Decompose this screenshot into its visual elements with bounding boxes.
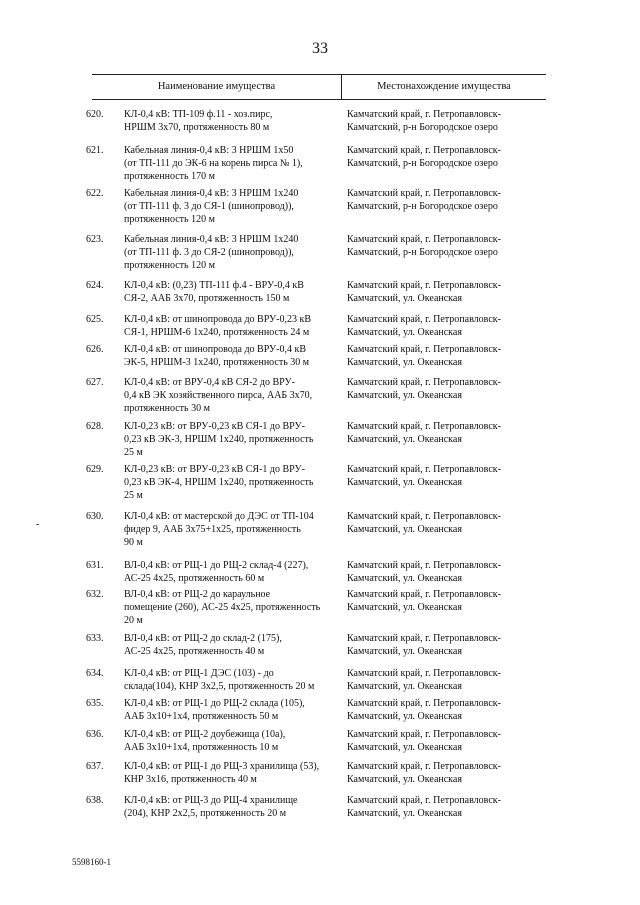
property-name-line: КЛ-0,4 кВ: от шинопровода до ВРУ-0,23 кВ bbox=[124, 314, 311, 325]
property-location-line: Камчатский край, г. Петропавловск- bbox=[347, 729, 501, 740]
property-location-line: Камчатский, ул. Океанская bbox=[347, 573, 462, 585]
property-location-line: Камчатский, р-н Богородское озеро bbox=[347, 158, 498, 170]
property-location-line: Камчатский край, г. Петропавловск- bbox=[347, 188, 501, 199]
property-location-line: Камчатский край, г. Петропавловск- bbox=[347, 109, 501, 120]
property-name bbox=[124, 108, 340, 134]
property-location-line: Камчатский край, г. Петропавловск- bbox=[347, 668, 501, 679]
property-name bbox=[124, 510, 340, 550]
property-location-line: Камчатский край, г. Петропавловск- bbox=[347, 761, 501, 772]
property-location-line: Камчатский, ул. Океанская bbox=[347, 327, 462, 339]
property-location-line: Камчатский край, г. Петропавловск- bbox=[347, 560, 501, 571]
property-name bbox=[124, 187, 340, 227]
row-number: 620. bbox=[86, 109, 104, 120]
property-location-line: Камчатский край, г. Петропавловск- bbox=[347, 314, 501, 325]
property-name bbox=[124, 233, 340, 273]
table-header bbox=[92, 74, 546, 100]
property-name-line: ЭК-5, НРШМ-3 1х240, протяженность 30 м bbox=[124, 357, 310, 369]
row-number: 623. bbox=[86, 234, 104, 245]
property-name-line: КЛ-0,4 кВ: ТП-109 ф.11 - хоз.пирс, bbox=[124, 109, 273, 120]
property-name bbox=[124, 559, 340, 585]
property-location-line: Камчатский, ул. Океанская bbox=[347, 774, 462, 786]
row-number: 626. bbox=[86, 344, 104, 355]
property-location bbox=[347, 463, 537, 489]
property-name-line: (от ТП-111 ф. 3 до СЯ-2 (шинопровод)), bbox=[124, 247, 294, 259]
property-location-line: Камчатский край, г. Петропавловск- bbox=[347, 421, 501, 432]
property-location-line: Камчатский край, г. Петропавловск- bbox=[347, 633, 501, 644]
property-location bbox=[347, 760, 537, 786]
property-location-line: Камчатский, ул. Океанская bbox=[347, 808, 462, 820]
row-number: 631. bbox=[86, 560, 104, 571]
property-location-line: Камчатский край, г. Петропавловск- bbox=[347, 344, 501, 355]
page-number: 33 bbox=[312, 40, 328, 57]
property-name-line: ААБ 3х10+1х4, протяженность 10 м bbox=[124, 742, 279, 754]
row-number: 635. bbox=[86, 698, 104, 709]
property-location-line: Камчатский, ул. Океанская bbox=[347, 293, 462, 305]
row-number: 621. bbox=[86, 145, 104, 156]
property-location bbox=[347, 794, 537, 820]
row-number: 624. bbox=[86, 280, 104, 291]
property-name-line: КЛ-0,4 кВ: от ВРУ-0,4 кВ СЯ-2 до ВРУ- bbox=[124, 377, 295, 388]
property-name-line: КЛ-0,4 кВ: от РЩ-3 до РЩ-4 хранилище bbox=[124, 795, 298, 806]
property-name-line: 0,4 кВ ЭК хозяйственного пирса, ААБ 3х70, bbox=[124, 390, 313, 402]
property-name bbox=[124, 697, 340, 723]
property-name-line: (от ТП-111 до ЭК-6 на корень пирса № 1), bbox=[124, 158, 303, 170]
property-name-line: 0,23 кВ ЭК-3, НРШМ 1х240, протяженность bbox=[124, 434, 314, 446]
property-name-line: протяженность 120 м bbox=[124, 214, 215, 226]
property-location bbox=[347, 697, 537, 723]
property-location-line: Камчатский, ул. Океанская bbox=[347, 390, 462, 402]
property-name-line: СЯ-2, ААБ 3х70, протяженность 150 м bbox=[124, 293, 290, 305]
header-name: Наименование имущества bbox=[157, 81, 276, 92]
property-name-line: КЛ-0,4 кВ: от мастерской до ДЭС от ТП-104 bbox=[124, 511, 314, 522]
property-location bbox=[347, 279, 537, 305]
property-name-line: ААБ 3х10+1х4, протяженность 50 м bbox=[124, 711, 279, 723]
property-location-line: Камчатский, р-н Богородское озеро bbox=[347, 201, 498, 213]
property-name-line: протяженность 30 м bbox=[124, 403, 210, 415]
property-location bbox=[347, 144, 537, 170]
property-location-line: Камчатский, ул. Океанская bbox=[347, 357, 462, 369]
property-name-line: АС-25 4х25, протяженность 60 м bbox=[124, 573, 265, 585]
property-name-line: КЛ-0,4 кВ: от РЩ-1 ДЭС (103) - до bbox=[124, 668, 274, 679]
property-name-line: 0,23 кВ ЭК-4, НРШМ 1х240, протяженность bbox=[124, 477, 314, 489]
property-name-line: Кабельная линия-0,4 кВ: 3 НРШМ 1х50 bbox=[124, 145, 294, 156]
property-name-line: КЛ-0,4 кВ: (0,23) ТП-111 ф.4 - ВРУ-0,4 кВ bbox=[124, 280, 304, 291]
property-name-line: КЛ-0,4 кВ: от РЩ-1 до РЩ-3 хранилища (53), bbox=[124, 761, 320, 772]
property-location-line: Камчатский, ул. Океанская bbox=[347, 434, 462, 446]
property-name-line: ВЛ-0,4 кВ: от РЩ-2 до караульное bbox=[124, 589, 271, 600]
row-number: 628. bbox=[86, 421, 104, 432]
property-name-line: помещение (260), АС-25 4х25, протяженность bbox=[124, 602, 321, 614]
property-location-line: Камчатский, р-н Богородское озеро bbox=[347, 122, 498, 134]
property-name-line: КЛ-0,4 кВ: от РЩ-2 доубежища (10а), bbox=[124, 729, 286, 740]
property-name-line: 90 м bbox=[124, 537, 143, 549]
row-number: 632. bbox=[86, 589, 104, 600]
property-location-line: Камчатский, ул. Океанская bbox=[347, 646, 462, 658]
property-location-line: Камчатский, р-н Богородское озеро bbox=[347, 247, 498, 259]
property-name bbox=[124, 420, 340, 460]
property-location bbox=[347, 108, 537, 134]
property-name-line: 20 м bbox=[124, 615, 143, 627]
row-number: 625. bbox=[86, 314, 104, 325]
property-name-line: АС-25 4х25, протяженность 40 м bbox=[124, 646, 265, 658]
property-name-line: КЛ-0,4 кВ: от шинопровода до ВРУ-0,4 кВ bbox=[124, 344, 306, 355]
property-location bbox=[347, 728, 537, 754]
property-name-line: ВЛ-0,4 кВ: от РЩ-1 до РЩ-2 склад-4 (227), bbox=[124, 560, 309, 571]
property-location-line: Камчатский край, г. Петропавловск- bbox=[347, 234, 501, 245]
property-location bbox=[347, 632, 537, 658]
row-number: 637. bbox=[86, 761, 104, 772]
property-name bbox=[124, 794, 340, 820]
property-name bbox=[124, 279, 340, 305]
row-number: 638. bbox=[86, 795, 104, 806]
property-name bbox=[124, 376, 340, 416]
property-name bbox=[124, 632, 340, 658]
property-location bbox=[347, 559, 537, 585]
property-name bbox=[124, 760, 340, 786]
property-location-line: Камчатский край, г. Петропавловск- bbox=[347, 589, 501, 600]
property-name bbox=[124, 343, 340, 369]
property-location-line: Камчатский край, г. Петропавловск- bbox=[347, 145, 501, 156]
property-name bbox=[124, 728, 340, 754]
property-name bbox=[124, 667, 340, 693]
property-name-line: 25 м bbox=[124, 490, 143, 502]
property-location-line: Камчатский край, г. Петропавловск- bbox=[347, 698, 501, 709]
row-number: 633. bbox=[86, 633, 104, 644]
property-location bbox=[347, 420, 537, 446]
margin-mark: - bbox=[36, 519, 40, 530]
property-name-line: СЯ-1, НРШМ-6 1х240, протяженность 24 м bbox=[124, 327, 310, 339]
property-location-line: Камчатский край, г. Петропавловск- bbox=[347, 464, 501, 475]
property-name bbox=[124, 313, 340, 339]
property-name-line: Кабельная линия-0,4 кВ: 3 НРШМ 1х240 bbox=[124, 234, 299, 245]
property-name-line: ВЛ-0,4 кВ: от РЩ-2 до склад-2 (175), bbox=[124, 633, 282, 644]
property-location bbox=[347, 588, 537, 614]
document-code: 5598160-1 bbox=[72, 857, 111, 867]
property-location-line: Камчатский, ул. Океанская bbox=[347, 602, 462, 614]
property-name-line: (204), КНР 2х2,5, протяженность 20 м bbox=[124, 808, 287, 820]
property-name bbox=[124, 588, 340, 628]
property-location-line: Камчатский, ул. Океанская bbox=[347, 711, 462, 723]
property-location bbox=[347, 667, 537, 693]
property-location bbox=[347, 343, 537, 369]
property-location-line: Камчатский край, г. Петропавловск- bbox=[347, 280, 501, 291]
property-name-line: фидер 9, ААБ 3х75+1х25, протяженность bbox=[124, 524, 301, 536]
header-location: Местонахождение имущества bbox=[377, 81, 511, 92]
property-name bbox=[124, 463, 340, 503]
property-location-line: Камчатский, ул. Океанская bbox=[347, 477, 462, 489]
property-location bbox=[347, 187, 537, 213]
property-name-line: Кабельная линия-0,4 кВ: 3 НРШМ 1х240 bbox=[124, 188, 299, 199]
property-name-line: протяженность 120 м bbox=[124, 260, 215, 272]
property-location-line: Камчатский, ул. Океанская bbox=[347, 742, 462, 754]
property-location-line: Камчатский край, г. Петропавловск- bbox=[347, 511, 501, 522]
property-name-line: склада(104), КНР 3х2,5, протяженность 20 м bbox=[124, 681, 315, 693]
row-number: 629. bbox=[86, 464, 104, 475]
property-name-line: КЛ-0,23 кВ: от ВРУ-0,23 кВ СЯ-1 до ВРУ- bbox=[124, 464, 305, 475]
property-location bbox=[347, 376, 537, 402]
property-location-line: Камчатский, ул. Океанская bbox=[347, 524, 462, 536]
row-number: 622. bbox=[86, 188, 104, 199]
property-location bbox=[347, 510, 537, 536]
property-location bbox=[347, 233, 537, 259]
property-name-line: КЛ-0,23 кВ: от ВРУ-0,23 кВ СЯ-1 до ВРУ- bbox=[124, 421, 305, 432]
property-name-line: протяженность 170 м bbox=[124, 171, 215, 183]
property-location-line: Камчатский край, г. Петропавловск- bbox=[347, 377, 501, 388]
property-location-line: Камчатский, ул. Океанская bbox=[347, 681, 462, 693]
property-name-line: 25 м bbox=[124, 447, 143, 459]
property-location-line: Камчатский край, г. Петропавловск- bbox=[347, 795, 501, 806]
property-location bbox=[347, 313, 537, 339]
property-name-line: КЛ-0,4 кВ: от РЩ-1 до РЩ-2 склада (105), bbox=[124, 698, 305, 709]
property-name-line: (от ТП-111 ф. 3 до СЯ-1 (шинопровод)), bbox=[124, 201, 294, 213]
row-number: 627. bbox=[86, 377, 104, 388]
row-number: 630. bbox=[86, 511, 104, 522]
property-name-line: НРШМ 3х70, протяженность 80 м bbox=[124, 122, 270, 134]
property-name bbox=[124, 144, 340, 184]
row-number: 636. bbox=[86, 729, 104, 740]
row-number: 634. bbox=[86, 668, 104, 679]
property-name-line: КНР 3х16, протяженность 40 м bbox=[124, 774, 257, 786]
